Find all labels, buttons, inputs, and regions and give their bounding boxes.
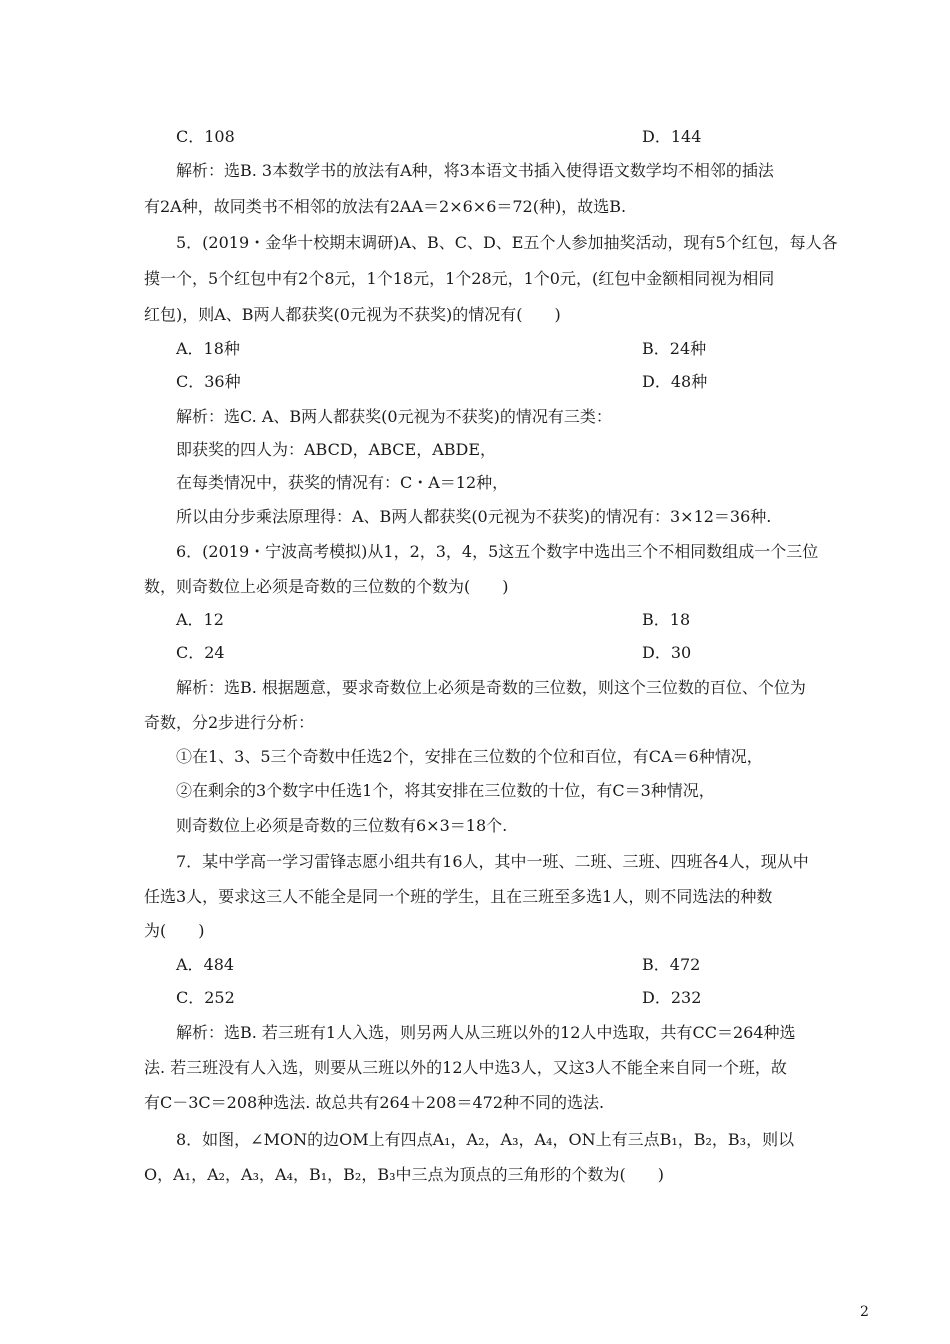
q6-option-a: A．12 [176, 610, 224, 629]
q6-option-d: D．30 [642, 643, 692, 662]
q6-option-b: B．18 [642, 610, 691, 629]
q5-stem-line: 5．(2019・金华十校期末调研)A、B、C、D、E五个人参加抽奖活动，现有5个红包，每人各 [176, 233, 838, 252]
q5-solution-line: 在每类情况中，获奖的情况有：C・A＝12种， [176, 473, 509, 492]
q6-solution-line: ①在1、3、5三个奇数中任选2个，安排在三位数的个位和百位，有CA＝6种情况， [176, 747, 763, 766]
q5-solution-line: 即获奖的四人为：ABCD，ABCE，ABDE， [176, 440, 497, 459]
q7-stem-line: 为( ) [144, 921, 205, 940]
q7-option-d: D．232 [642, 988, 702, 1007]
q4-solution-line: 解析：选B. 3本数学书的放法有A种，将3本语文书插入使得语文数学均不相邻的插法 [176, 161, 774, 180]
q7-solution-line: 法. 若三班没有人入选，则要从三班以外的12人中选3人，又这3人不能全来自同一个班，故 [144, 1058, 787, 1077]
q5-stem-line: 摸一个，5个红包中有2个8元，1个18元，1个28元，1个0元，(红包中金额相同视为相同 [144, 269, 775, 288]
q5-option-a: A．18种 [176, 339, 240, 358]
q6-stem-line: 6．(2019・宁波高考模拟)从1，2，3，4，5这五个数字中选出三个不相同数组成一个三位 [176, 542, 819, 561]
q4-solution-line: 有2A种，故同类书不相邻的放法有2AA＝2×6×6＝72(种)，故选B. [144, 197, 627, 216]
q4-option-c: C．108 [176, 127, 235, 146]
q6-option-c: C．24 [176, 643, 225, 662]
q8-stem-line: O，A₁，A₂，A₃，A₄，B₁，B₂，B₃中三点为顶点的三角形的个数为( ) [144, 1165, 664, 1184]
q5-option-d: D．48种 [642, 372, 708, 391]
q6-solution-line: 则奇数位上必须是奇数的三位数有6×3＝18个. [176, 816, 508, 835]
q7-option-b: B．472 [642, 955, 701, 974]
q6-solution-line: 奇数，分2步进行分析： [144, 713, 315, 732]
q5-solution-line: 所以由分步乘法原理得：A、B两人都获奖(0元视为不获奖)的情况有：3×12＝36种. [176, 507, 772, 526]
q7-solution-line: 解析：选B. 若三班有1人入选，则另两人从三班以外的12人中选取，共有CC＝264种选 [176, 1023, 796, 1042]
q5-option-b: B．24种 [642, 339, 707, 358]
q6-solution-line: 解析：选B. 根据题意，要求奇数位上必须是奇数的三位数，则这个三位数的百位、个位为 [176, 678, 806, 697]
q7-option-a: A．484 [176, 955, 235, 974]
q8-stem-line: 8．如图，∠MON的边OM上有四点A₁，A₂，A₃，A₄，ON上有三点B₁，B₂，B₃，则以 [176, 1130, 795, 1149]
q4-option-d: D．144 [642, 127, 702, 146]
q5-stem-line: 红包)，则A、B两人都获奖(0元视为不获奖)的情况有( ) [144, 305, 561, 324]
q5-solution-line: 解析：选C. A、B两人都获奖(0元视为不获奖)的情况有三类： [176, 407, 612, 426]
q7-solution-line: 有C－3C＝208种选法. 故总共有264＋208＝472种不同的选法. [144, 1093, 605, 1112]
q6-stem-line: 数，则奇数位上必须是奇数的三位数的个数为( ) [144, 577, 509, 596]
q5-option-c: C．36种 [176, 372, 241, 391]
page-number: 2 [860, 1304, 869, 1320]
q7-option-c: C．252 [176, 988, 235, 1007]
q6-solution-line: ②在剩余的3个数字中任选1个，将其安排在三位数的十位，有C＝3种情况， [176, 781, 715, 800]
q7-stem-line: 7．某中学高一学习雷锋志愿小组共有16人，其中一班、二班、三班、四班各4人，现从中 [176, 852, 809, 871]
q7-stem-line: 任选3人，要求这三人不能全是同一个班的学生，且在三班至多选1人，则不同选法的种数 [144, 887, 773, 906]
